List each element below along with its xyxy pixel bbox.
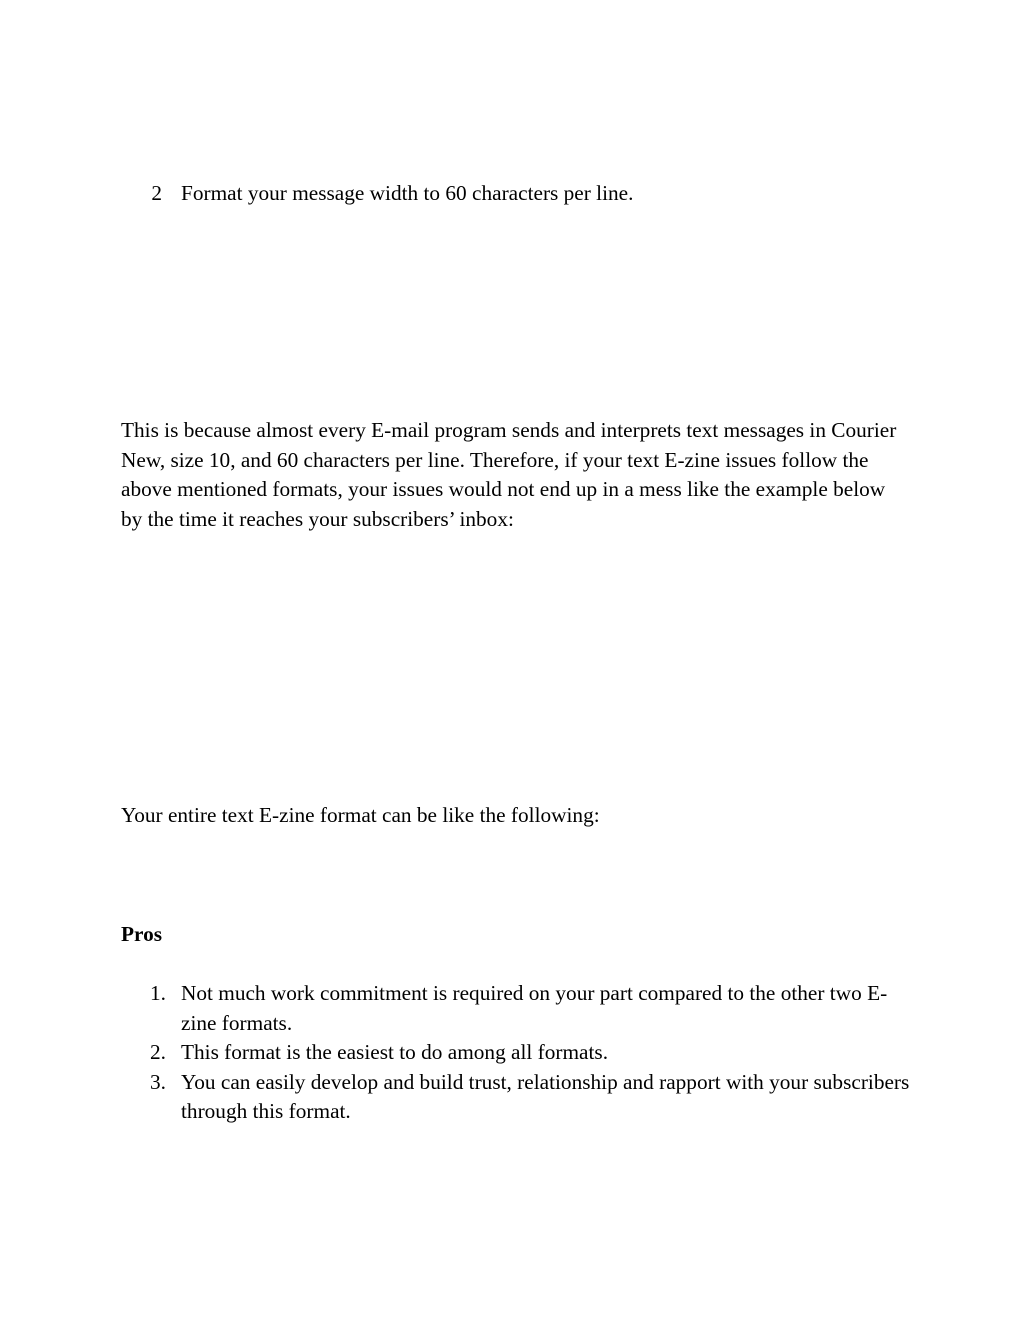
list-item-text: Not much work commitment is required on your part compared to the other two E-zine formats. <box>181 981 888 1035</box>
list-item-number: 3. <box>150 1069 166 1094</box>
paragraph-format: Your entire text E-zine format can be like the following: <box>121 803 600 827</box>
list-item-text: This format is the easiest to do among all formats. <box>181 1040 609 1065</box>
item-number: 2 <box>151 181 162 205</box>
list-item-number: 1. <box>150 981 166 1005</box>
list-item-number: 2. <box>150 1040 166 1065</box>
pros-list <box>121 979 911 1127</box>
paragraph-reason: This is because almost every E-mail program sends and interprets text messages in Courier New, size 10, and 60 characters per line. Therefore, if your text E-zine issues follow the above mentioned formats, your issues would not end up in a mess like the example below by the time it reaches your subscribers’ inbox: <box>121 418 897 531</box>
list-item-text: You can easily develop and build trust, relationship and rapport with your subscribers through this format. <box>181 1069 910 1124</box>
item-text: Format your message width to 60 characters per line. <box>181 181 634 205</box>
list-item <box>121 1068 911 1127</box>
list-item <box>121 1038 911 1068</box>
pros-heading: Pros <box>121 922 163 946</box>
list-item <box>121 979 911 1038</box>
